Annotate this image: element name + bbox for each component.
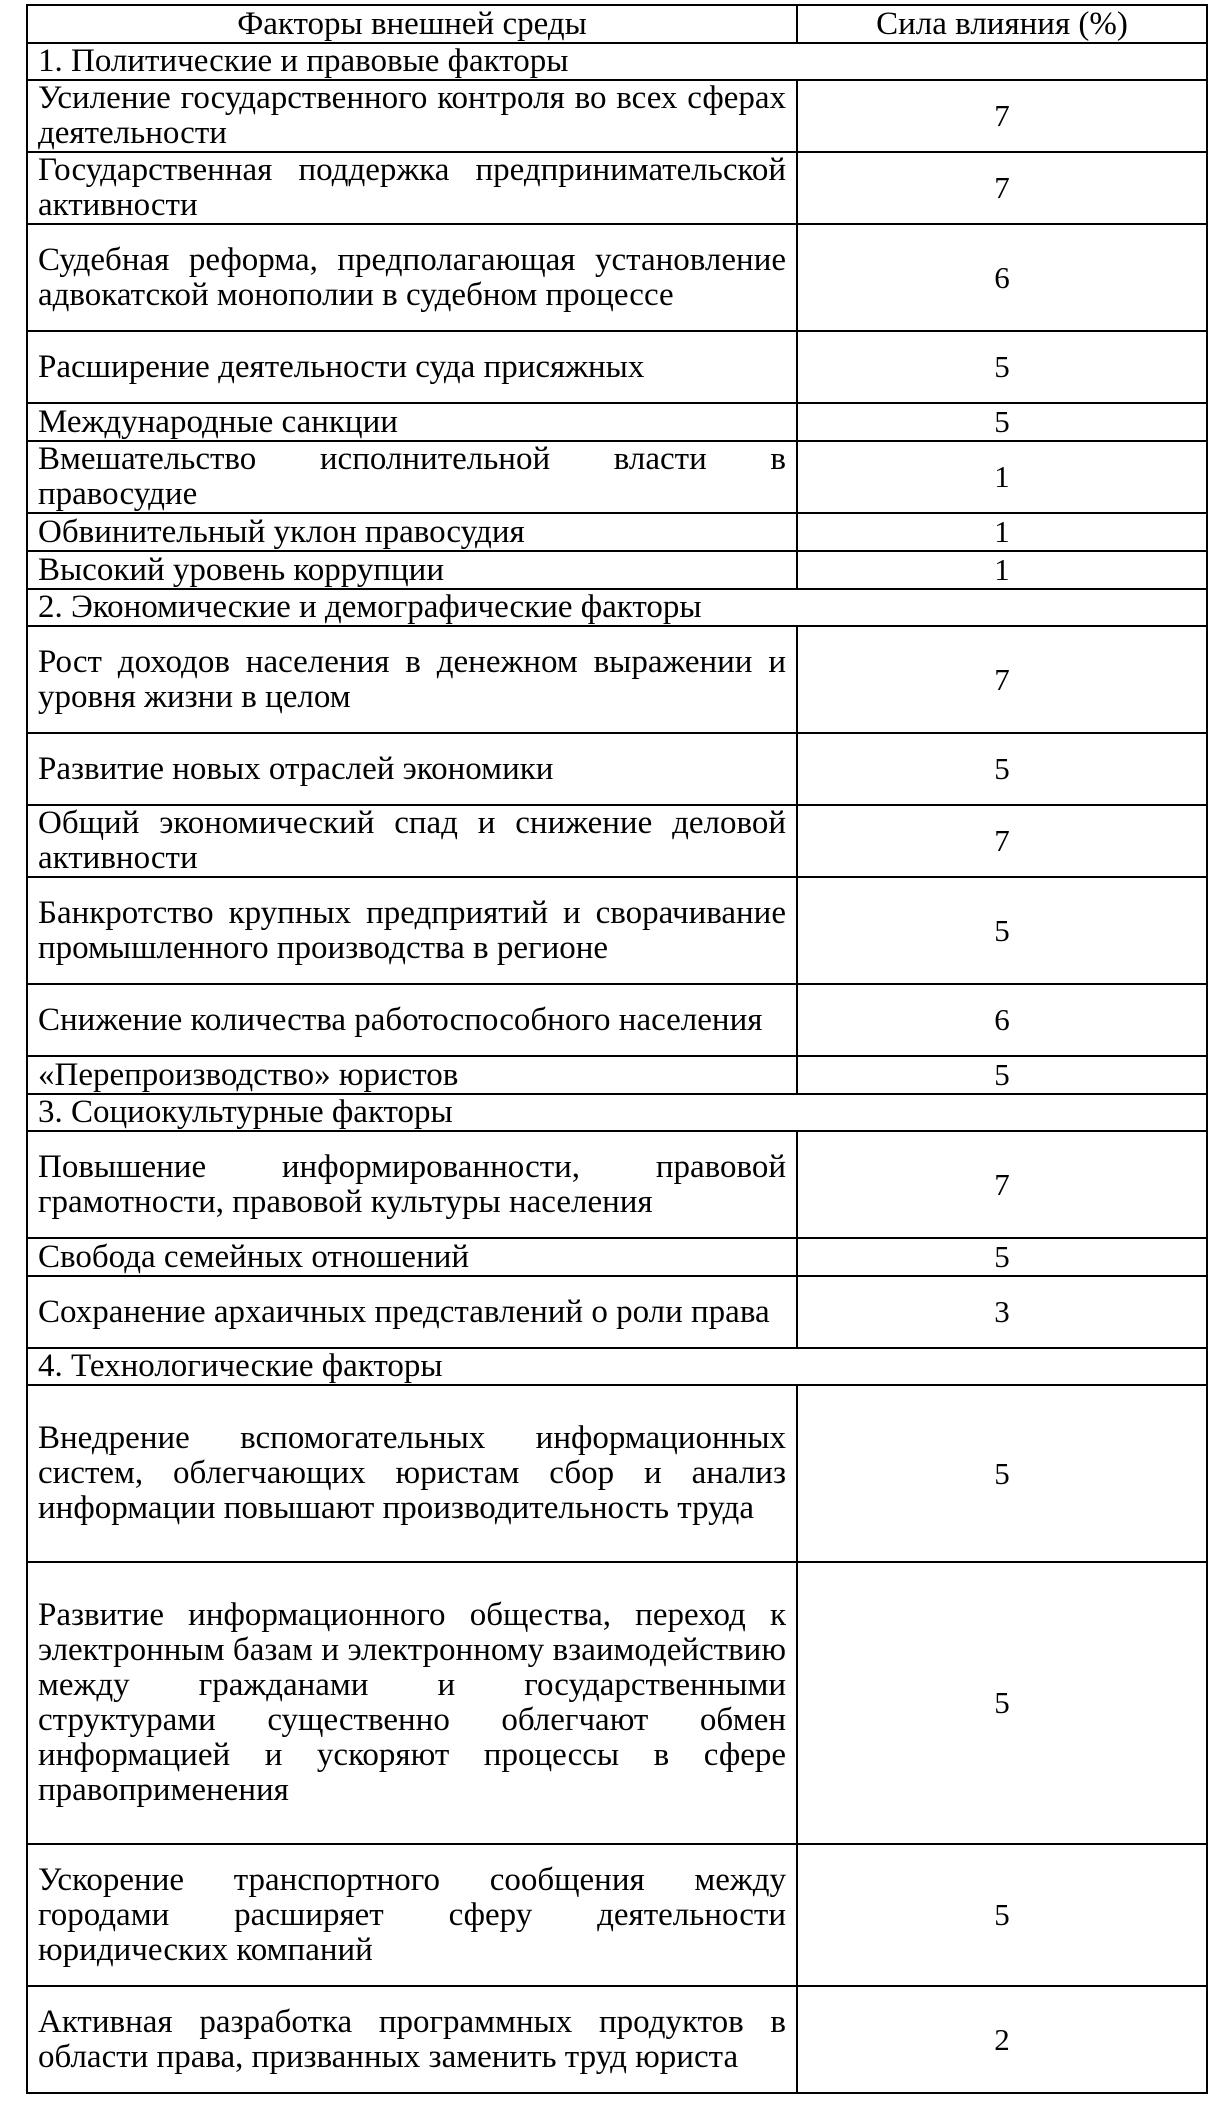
table-row — [27, 551, 1207, 589]
table-row — [27, 805, 1207, 877]
section-row — [27, 43, 1207, 80]
factor-cell: «Перепроизводство» юристов — [27, 1056, 797, 1094]
strength-cell: 7 — [797, 152, 1207, 224]
factor-cell: Ускорение транспортного сообщения между городами расширяет сферу деятельности юридических компаний — [27, 1844, 797, 1986]
header-strength: Сила влияния (%) — [797, 5, 1207, 43]
strength-cell: 6 — [797, 224, 1207, 331]
strength-cell: 1 — [797, 513, 1207, 551]
factor-cell: Внедрение вспомогательных информационных систем, облегчающих юристам сбор и анализ информации повышают производительность труда — [27, 1385, 797, 1562]
table-row — [27, 1238, 1207, 1276]
section-title: 3. Социокультурные факторы — [27, 1094, 1207, 1131]
strength-cell: 5 — [797, 1844, 1207, 1986]
table-row — [27, 1844, 1207, 1986]
section-title: 4. Технологические факторы — [27, 1348, 1207, 1385]
table-row — [27, 626, 1207, 733]
table-row — [27, 513, 1207, 551]
table-row — [27, 1131, 1207, 1238]
factor-cell: Обвинительный уклон правосудия — [27, 513, 797, 551]
table-row — [27, 441, 1207, 513]
strength-cell: 7 — [797, 80, 1207, 152]
table-row — [27, 984, 1207, 1056]
factor-cell: Развитие новых отраслей экономики — [27, 733, 797, 805]
table-row — [27, 1986, 1207, 2093]
factor-cell: Общий экономический спад и снижение деловой активности — [27, 805, 797, 877]
factor-cell: Активная разработка программных продуктов в области права, призванных заменить труд юриста — [27, 1986, 797, 2093]
factor-cell: Вмешательство исполнительной власти в правосудие — [27, 441, 797, 513]
factor-cell: Расширение деятельности суда присяжных — [27, 331, 797, 403]
table-row — [27, 1562, 1207, 1844]
strength-cell: 7 — [797, 805, 1207, 877]
table-row — [27, 1385, 1207, 1562]
strength-cell: 5 — [797, 877, 1207, 984]
section-title: 2. Экономические и демографические факторы — [27, 589, 1207, 626]
table-row — [27, 403, 1207, 441]
factor-cell: Сохранение архаичных представлений о роли права — [27, 1276, 797, 1348]
table-row — [27, 224, 1207, 331]
external-factors-table — [26, 4, 1208, 2094]
table-row — [27, 331, 1207, 403]
section-row — [27, 1094, 1207, 1131]
table-row — [27, 1056, 1207, 1094]
strength-cell: 5 — [797, 1056, 1207, 1094]
section-title: 1. Политические и правовые факторы — [27, 43, 1207, 80]
factor-cell: Снижение количества работоспособного населения — [27, 984, 797, 1056]
strength-cell: 7 — [797, 1131, 1207, 1238]
table-row — [27, 877, 1207, 984]
section-row — [27, 1348, 1207, 1385]
factor-cell: Свобода семейных отношений — [27, 1238, 797, 1276]
section-row — [27, 589, 1207, 626]
factor-cell: Повышение информированности, правовой грамотности, правовой культуры населения — [27, 1131, 797, 1238]
table-row — [27, 152, 1207, 224]
factor-cell: Усиление государственного контроля во всех сферах деятельности — [27, 80, 797, 152]
factor-cell: Международные санкции — [27, 403, 797, 441]
table-row — [27, 733, 1207, 805]
strength-cell: 1 — [797, 551, 1207, 589]
document-page — [26, 4, 1206, 2094]
factor-cell: Государственная поддержка предпринимательской активности — [27, 152, 797, 224]
strength-cell: 5 — [797, 1238, 1207, 1276]
strength-cell: 5 — [797, 733, 1207, 805]
factor-cell: Высокий уровень коррупции — [27, 551, 797, 589]
strength-cell: 1 — [797, 441, 1207, 513]
strength-cell: 6 — [797, 984, 1207, 1056]
strength-cell: 5 — [797, 331, 1207, 403]
table-row — [27, 80, 1207, 152]
strength-cell: 5 — [797, 403, 1207, 441]
strength-cell: 7 — [797, 626, 1207, 733]
table-header-row — [27, 5, 1207, 43]
header-factor: Факторы внешней среды — [27, 5, 797, 43]
strength-cell: 3 — [797, 1276, 1207, 1348]
factor-cell: Судебная реформа, предполагающая установление адвокатской монополии в судебном процессе — [27, 224, 797, 331]
factor-cell: Рост доходов населения в денежном выражении и уровня жизни в целом — [27, 626, 797, 733]
strength-cell: 5 — [797, 1562, 1207, 1844]
strength-cell: 2 — [797, 1986, 1207, 2093]
factor-cell: Банкротство крупных предприятий и сворачивание промышленного производства в регионе — [27, 877, 797, 984]
table-row — [27, 1276, 1207, 1348]
factor-cell: Развитие информационного общества, переход к электронным базам и электронному взаимодействию между гражданами и государственными структурами существенно облегчают обмен информацией и ускоряют процессы в сфере правоприменения — [27, 1562, 797, 1844]
strength-cell: 5 — [797, 1385, 1207, 1562]
